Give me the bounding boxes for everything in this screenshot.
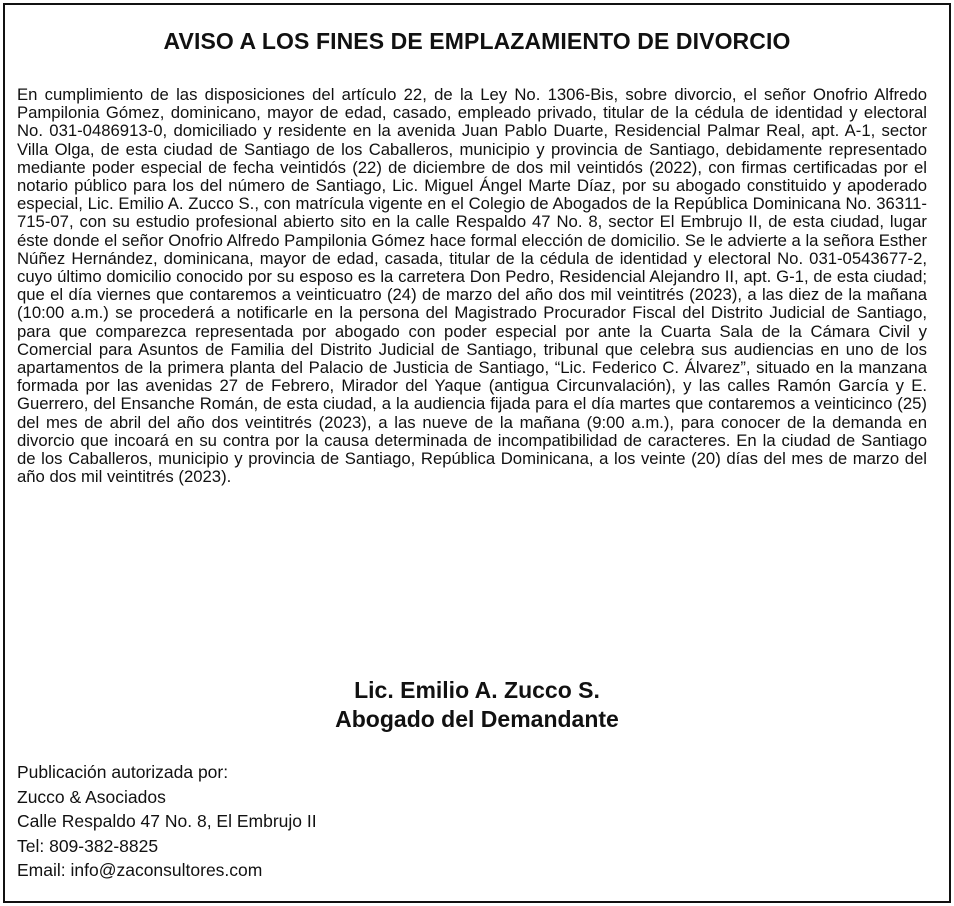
publisher-address: Calle Respaldo 47 No. 8, El Embrujo II xyxy=(17,811,317,831)
publisher-phone: Tel: 809-382-8825 xyxy=(17,835,159,856)
publisher-firm: Zucco & Asociados xyxy=(17,786,166,807)
publisher-label: Publicación autorizada por: xyxy=(17,762,229,782)
notice-title: AVISO A LOS FINES DE EMPLAZAMIENTO DE DIVORCIO xyxy=(163,28,791,54)
signature-role: Abogado del Demandante xyxy=(335,706,619,732)
signature-name: Lic. Emilio A. Zucco S. xyxy=(354,677,600,703)
publisher-email: Email: info@zaconsultores.com xyxy=(17,860,263,880)
signature-block xyxy=(0,676,954,734)
notice-body: En cumplimiento de las disposiciones del artículo 22, de la Ley No. 1306-Bis, sobre divorcio, el señor Onofrio Alfredo Pampilonia Gómez, dominicano, mayor de edad, casado, empleado privado, titular de la cédula de identidad y electoral No. 031-0486913-0, domiciliado y residente en la avenida Juan Pablo Duarte, Residencial Palmar Real, apt. A-1, sector Villa Olga, de esta ciudad de Santiago de los Caballeros, municipio y provincia de Santiago, debidamente representado mediante poder especial de fecha veintidós (22) de diciembre de dos mil veintidós (2022), con firmas certificadas por el notario público para los del número de Santiago, Lic. Miguel Ángel Marte Díaz, por su abogado constituido y apoderado especial, Lic. Emilio A. Zucco S., con matrícula vigente en el Colegio de Abogados de la República Dominicana No. 36311-715-07, con su estudio profesional abierto sito en la calle Respaldo 47 No. 8, sector El Embrujo II, de esta ciudad, lugar éste donde el señor Onofrio Alfredo Pampilonia Gómez hace formal elección de domicilio. Se le advierte a la señora Esther Núñez Hernández, dominicana, mayor de edad, casada, titular de la cédula de identidad y electoral No. 031-0543677-2, cuyo último domicilio conocido por su esposo es la carretera Don Pedro, Residencial Alejandro II, apt. G-1, de esta ciudad; que el día viernes que contaremos a veinticuatro (24) de marzo del año dos mil veintitrés (2023), a las diez de la mañana (10:00 a.m.) se procederá a notificarle en la persona del Magistrado Procurador Fiscal del Distrito Judicial de Santiago, para que comparezca representada por abogado con poder especial por ante la Cuarta Sala de la Cámara Civil y Comercial para Asuntos de Familia del Distrito Judicial de Santiago, tribunal que celebra sus audiencias en uno de los apartamentos de la primera planta del Palacio de Justicia de Santiago, “Lic. Federico C. Álvarez”, situado en la manzana formada por las avenidas 27 de Febrero, Mirador del Yaque (antigua Circunvalación), y las calles Ramón García y E. Guerrero, del Ensanche Román, de esta ciudad, a la audiencia fijada para el día martes que contaremos a veinticinco (25) del mes de abril del año dos veintitrés (2023), a las nueve de la mañana (9:00 a.m.), para conocer de la demanda en divorcio que incoará en su contra por la causa determinada de incompatibilidad de caracteres. En la ciudad de Santiago de los Caballeros, municipio y provincia de Santiago, República Dominicana, a los veinte (20) días del mes de marzo del año dos mil veintitrés (2023). xyxy=(17,85,927,487)
publisher-block xyxy=(17,760,317,883)
